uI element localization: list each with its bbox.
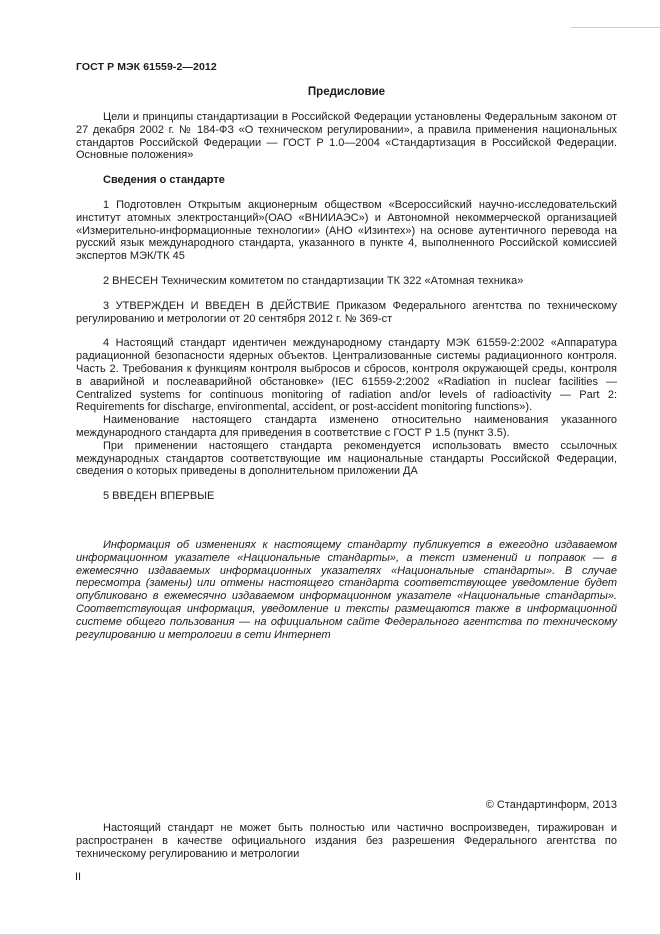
standard-item-1: 1 Подготовлен Открытым акционерным обществом «Всероссийский научно-исследовательский институт атомных электростанций»(ОАО «ВНИИАЭС») и Автономной некоммерческой организацией «Измерительно-информационные технологии» (АНО «Изинтех») на основе аутентичного перевода на русский язык международного стандарта, указанного в пункте 4, выполненного Российской комиссией экспертов МЭК/ТК 45 [76,198,617,263]
page-number: II [75,871,82,883]
standard-item-4: 4 Настоящий стандарт идентичен международному стандарту МЭК 61559-2:2002 «Аппаратура радиационной безопасности ядерных объектов. Централизованные системы радиационного контроля. Часть 2. Требования к функциям контроля выбросов и сбросов, контроля окружающей среды, контроля в аварийной и послеаварийной обстановке» (IEC 61559-2:2002 «Radiation in nuclear facilities — Centralized systems for continuous monitoring of radiation and/or levels of radioactivity — Part 2: Requirements for discharge, environmental, accident, or post-accident monitoring functions»). [76,337,617,414]
amendments-note: Информация об изменениях к настоящему стандарту публикуется в ежегодно издаваемом информационном указателе «Национальные стандарты», а текст изменений и поправок — в ежемесячно издаваемых информационных указателях «Национальные стандарты». В случае пересмотра (замены) или отмены настоящего стандарта соответствующее уведомление будет опубликовано в ежемесячно издаваемом информационном указателе «Национальные стандарты». Соответствующая информация, уведомление и тексты размещаются также в информационной системе общего пользования — на официальном сайте Федерального агентства по техническому регулированию и метрологии в сети Интернет [76,538,617,641]
standard-item-4-note-2: При применении настоящего стандарта рекомендуется использовать вместо ссылочных международных стандартов соответствующие им национальные стандарты Российской Федерации, сведения о которых приведены в дополнительном приложении ДА [76,439,617,478]
reproduction-restriction: Настоящий стандарт не может быть полностью или частично воспроизведен, тиражирован и распространен в качестве официального издания без разрешения Федерального агентства по техническому регулированию и метрологии [76,822,617,860]
preface-content [76,86,617,641]
standard-item-2: 2 ВНЕСЕН Техническим комитетом по стандартизации ТК 322 «Атомная техника» [103,274,524,287]
standard-item-5: 5 ВВЕДЕН ВПЕРВЫЕ [103,490,215,503]
copyright-line: © Стандартинформ, 2013 [485,799,617,811]
standard-info-heading: Сведения о стандарте [103,174,225,187]
page-title: Предисловие [307,86,386,98]
standard-item-4-note-1: Наименование настоящего стандарта изменено относительно наименования указанного международного стандарта для приведения в соответствие с ГОСТ Р 1.5 (пункт 3.5). [76,414,617,439]
standard-item-3: 3 УТВЕРЖДЕН И ВВЕДЕН В ДЕЙСТВИЕ Приказом Федерального агентства по техническому регулированию и метрологии от 20 сентября 2012 г. № 369-ст [76,299,617,325]
scan-artifact [571,27,661,28]
intro-paragraph: Цели и принципы стандартизации в Российской Федерации установлены Федеральным законом от 27 декабря 2002 г. № 184-ФЗ «О техническом регулировании», а правила применения национальных стандартов Российской Федерации — ГОСТ Р 1.0—2004 «Стандартизация в Российской Федерации. Основные положения» [76,111,617,162]
doc-code: ГОСТ Р МЭК 61559-2—2012 [76,61,217,73]
